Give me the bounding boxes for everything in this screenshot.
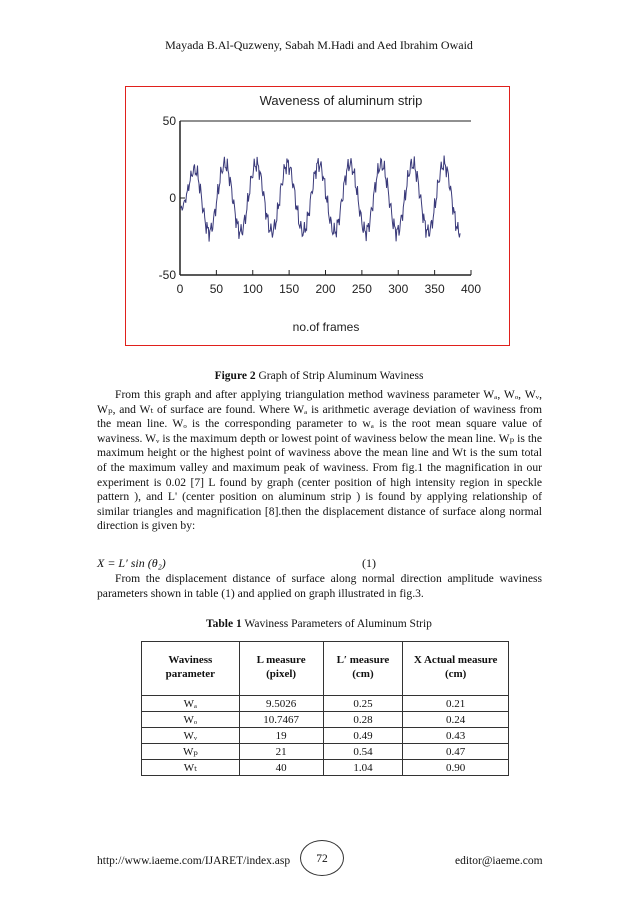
table-cell: Wₒ: [142, 712, 240, 728]
table-header: Waviness parameter: [142, 642, 240, 696]
table-cell: 9.5026: [239, 696, 323, 712]
x-tick-label: 50: [209, 282, 224, 296]
table-cell: Wᵥ: [142, 728, 240, 744]
table-row: [142, 744, 509, 760]
x-tick-label: 300: [388, 282, 409, 296]
waviness-series-line: [180, 156, 460, 242]
table-cell: 0.47: [403, 744, 509, 760]
table-header: L measure (pixel): [239, 642, 323, 696]
table-cell: 1.04: [323, 760, 403, 776]
figure-caption-text: Graph of Strip Aluminum Waviness: [255, 370, 424, 382]
table-cell: Wₜ: [142, 760, 240, 776]
table-cell: Wₚ: [142, 744, 240, 760]
table-cell: 10.7467: [239, 712, 323, 728]
equation-number: (1): [362, 556, 376, 570]
table-header: L′ measure (cm): [323, 642, 403, 696]
x-tick-label: 400: [460, 282, 482, 296]
chart-title: Waveness of aluminum strip: [259, 93, 423, 108]
table-cell: 0.43: [403, 728, 509, 744]
equation: X = L′ sin (θ₂): [97, 556, 166, 570]
figure-frame: [125, 86, 510, 346]
table-cell: 0.25: [323, 696, 403, 712]
body-paragraph-1: From this graph and after applying triangulation method waviness parameter Wₐ, Wₒ, Wᵥ, Wₚ, and Wₜ of surface are found. Where Wₐ is arithmetic average deviation of waviness from the mean line. Wₒ is the corresponding parameter to wₐ is the root mean square value of waviness. Wᵥ is the maximum depth or lowest point of waviness below the mean line. Wₚ is the maximum height or the highest point of waviness above the mean line and Wt is the sum total of the maximum valley and maximum peak of waviness. From fig.1 the magnification in our experiment is 0.02 [7] L found by graph (center position of high intensity region in speckle pattern ), and L' (center position on aluminum strip ) is found by applying relationship of similar triangles and magnification [8].then the displacement distance of surface along normal direction is given by:: [97, 388, 542, 533]
table-cell: 21: [239, 744, 323, 760]
x-tick-label: 100: [242, 282, 263, 296]
table-caption-label: Table 1: [206, 618, 242, 630]
x-axis-label: no.of frames: [292, 320, 360, 334]
y-tick-label: -50: [158, 268, 176, 282]
table-caption-text: Waviness Parameters of Aluminum Strip: [241, 618, 432, 630]
table-row: [142, 712, 509, 728]
table-row: [142, 728, 509, 744]
waviness-table: [141, 641, 509, 776]
page-header: Mayada B.Al-Quzweny, Sabah M.Hadi and Aed Ibrahim Owaid: [165, 38, 473, 52]
table-cell: 0.54: [323, 744, 403, 760]
y-tick-label: 0: [169, 191, 176, 205]
x-tick-label: 250: [351, 282, 372, 296]
x-tick-label: 200: [315, 282, 336, 296]
table-cell: 40: [239, 760, 323, 776]
table-cell: 0.21: [403, 696, 509, 712]
figure-caption-label: Figure 2: [214, 370, 256, 382]
table-cell: 0.28: [323, 712, 403, 728]
table-cell: Wₐ: [142, 696, 240, 712]
table-cell: 0.49: [323, 728, 403, 744]
table-row: [142, 696, 509, 712]
table-cell: 0.24: [403, 712, 509, 728]
x-tick-label: 350: [424, 282, 445, 296]
footer-email[interactable]: editor@iaeme.com: [455, 855, 543, 867]
waviness-chart: [126, 87, 511, 347]
x-tick-label: 150: [279, 282, 300, 296]
figure-caption: [0, 370, 638, 382]
table-cell: 0.90: [403, 760, 509, 776]
x-tick-label: 0: [176, 282, 184, 296]
y-tick-label: 50: [162, 114, 176, 128]
table-header: X Actual measure (cm): [403, 642, 509, 696]
table-caption: [0, 618, 638, 630]
table-row: [142, 760, 509, 776]
page-number: 72: [300, 840, 344, 876]
table-cell: 19: [239, 728, 323, 744]
footer-url[interactable]: http://www.iaeme.com/IJARET/index.asp: [97, 855, 291, 867]
body-paragraph-2: From the displacement distance of surface along normal direction amplitude waviness parameters shown in table (1) and applied on graph illustrated in fig.3.: [97, 572, 542, 600]
